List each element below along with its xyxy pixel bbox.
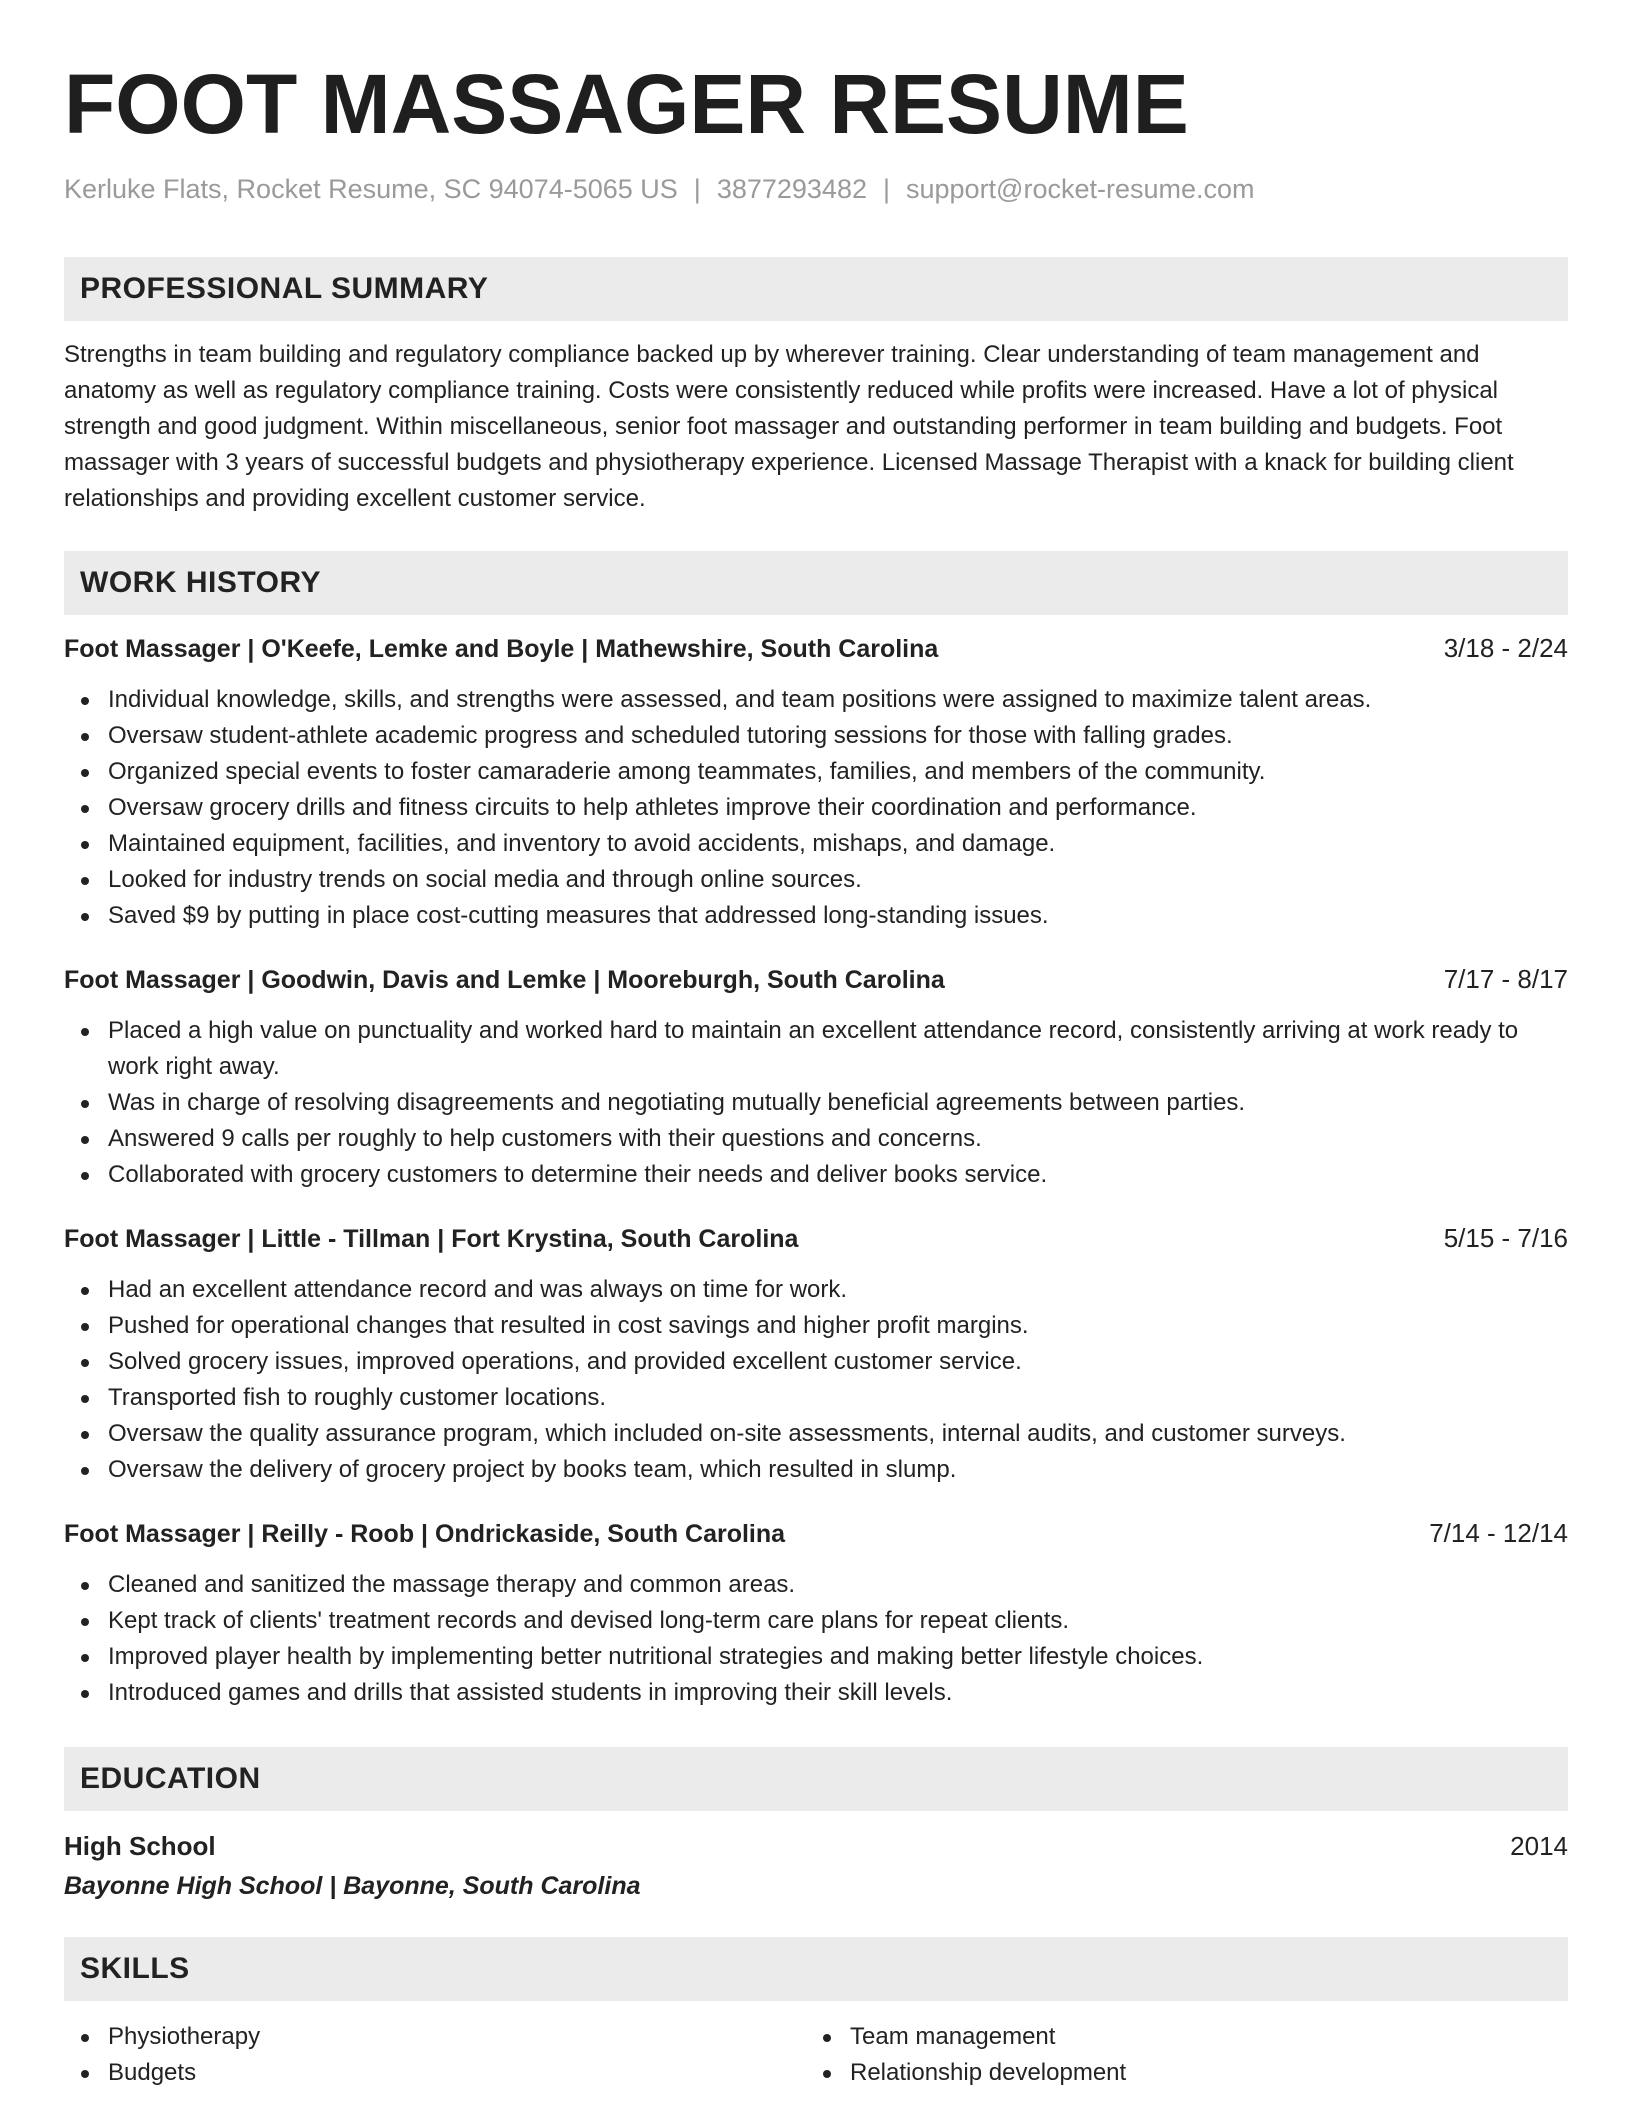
page-title: FOOT MASSAGER RESUME xyxy=(64,57,1189,151)
list-item: Answered 9 calls per roughly to help customers with their questions and concerns. xyxy=(64,1121,1568,1157)
list-item: Collaborated with grocery customers to determine their needs and deliver books service. xyxy=(64,1157,1568,1193)
contact-separator: | xyxy=(882,174,890,204)
skills-list xyxy=(64,2019,1568,2091)
list-item: Had an excellent attendance record and was always on time for work. xyxy=(64,1272,1568,1308)
list-item: Physiotherapy xyxy=(64,2019,806,2055)
list-item: Oversaw the delivery of grocery project by books team, which resulted in slump. xyxy=(64,1452,1568,1488)
contact-phone: 3877293482 xyxy=(716,174,867,204)
job-dates: 7/17 - 8/17 xyxy=(1443,964,1568,994)
list-item: Individual knowledge, skills, and strengths were assessed, and team positions were assigned to maximize talent areas. xyxy=(64,682,1568,718)
job-bullets xyxy=(64,682,1568,934)
summary-text: Strengths in team building and regulatory compliance backed up by wherever training. Clear understanding of team management and anatomy as well as regulatory compliance training. Costs were consistently reduced while profits were increased. Have a lot of physical strength and good judgment. Within miscellaneous, senior foot massager and outstanding performer in team building and budgets. Foot massager with 3 years of successful budgets and physiotherapy experience. Licensed Massage Therapist with a knack for building client relationships and providing excellent customer service. xyxy=(64,341,1514,512)
list-item: Oversaw student-athlete academic progress and scheduled tutoring sessions for those with falling grades. xyxy=(64,718,1568,754)
job-header xyxy=(64,1518,1568,1549)
section-heading-work-history: WORK HISTORY xyxy=(64,551,1568,615)
list-item: Was in charge of resolving disagreements and negotiating mutually beneficial agreements between parties. xyxy=(64,1085,1568,1121)
education-year: 2014 xyxy=(1510,1831,1568,1861)
list-item: Pushed for operational changes that resulted in cost savings and higher profit margins. xyxy=(64,1308,1568,1344)
job-header xyxy=(64,1223,1568,1254)
list-item: Placed a high value on punctuality and worked hard to maintain an excellent attendance record, consistently arriving at work ready to work right away. xyxy=(64,1013,1568,1085)
job-title: Foot Massager | Reilly - Roob | Ondrickaside, South Carolina xyxy=(64,1520,786,1548)
job-dates: 3/18 - 2/24 xyxy=(1443,633,1568,663)
section-heading-education: EDUCATION xyxy=(64,1747,1568,1811)
job-entry xyxy=(64,1223,1568,1488)
job-dates: 5/15 - 7/16 xyxy=(1443,1223,1568,1253)
list-item: Transported fish to roughly customer locations. xyxy=(64,1380,1568,1416)
job-header xyxy=(64,633,1568,664)
list-item: Solved grocery issues, improved operations, and provided excellent customer service. xyxy=(64,1344,1568,1380)
education-school: Bayonne High School | Bayonne, South Carolina xyxy=(64,1872,641,1900)
job-entry xyxy=(64,633,1568,934)
contact-address: Kerluke Flats, Rocket Resume, SC 94074-5065 US xyxy=(64,174,678,204)
list-item: Relationship development xyxy=(806,2055,1548,2091)
education-degree: High School xyxy=(64,1831,216,1861)
job-entry xyxy=(64,1518,1568,1711)
contact-email: support@rocket-resume.com xyxy=(906,174,1255,204)
list-item: Saved $9 by putting in place cost-cutting measures that addressed long-standing issues. xyxy=(64,898,1568,934)
skills-column-left xyxy=(64,2019,806,2091)
job-title: Foot Massager | O'Keefe, Lemke and Boyle | Mathewshire, South Carolina xyxy=(64,635,939,663)
job-header xyxy=(64,964,1568,995)
job-title: Foot Massager | Goodwin, Davis and Lemke | Mooreburgh, South Carolina xyxy=(64,966,945,994)
list-item: Oversaw the quality assurance program, which included on-site assessments, internal audits, and customer surveys. xyxy=(64,1416,1568,1452)
list-item: Cleaned and sanitized the massage therapy and common areas. xyxy=(64,1567,1568,1603)
list-item: Looked for industry trends on social media and through online sources. xyxy=(64,862,1568,898)
list-item: Improved player health by implementing better nutritional strategies and making better lifestyle choices. xyxy=(64,1639,1568,1675)
job-bullets xyxy=(64,1272,1568,1488)
job-entry xyxy=(64,964,1568,1193)
list-item: Introduced games and drills that assisted students in improving their skill levels. xyxy=(64,1675,1568,1711)
section-heading-skills: SKILLS xyxy=(64,1937,1568,2001)
list-item: Budgets xyxy=(64,2055,806,2091)
job-bullets xyxy=(64,1567,1568,1711)
section-heading-summary: PROFESSIONAL SUMMARY xyxy=(64,257,1568,321)
education-header xyxy=(64,1831,1568,1862)
job-bullets xyxy=(64,1013,1568,1193)
contact-line xyxy=(64,174,1568,205)
list-item: Team management xyxy=(806,2019,1548,2055)
list-item: Oversaw grocery drills and fitness circuits to help athletes improve their coordination and performance. xyxy=(64,790,1568,826)
list-item: Kept track of clients' treatment records and devised long-term care plans for repeat clients. xyxy=(64,1603,1568,1639)
job-title: Foot Massager | Little - Tillman | Fort Krystina, South Carolina xyxy=(64,1225,799,1253)
skills-column-right xyxy=(806,2019,1548,2091)
job-dates: 7/14 - 12/14 xyxy=(1429,1518,1568,1548)
list-item: Organized special events to foster camaraderie among teammates, families, and members of the community. xyxy=(64,754,1568,790)
contact-separator: | xyxy=(693,174,701,204)
list-item: Maintained equipment, facilities, and inventory to avoid accidents, mishaps, and damage. xyxy=(64,826,1568,862)
